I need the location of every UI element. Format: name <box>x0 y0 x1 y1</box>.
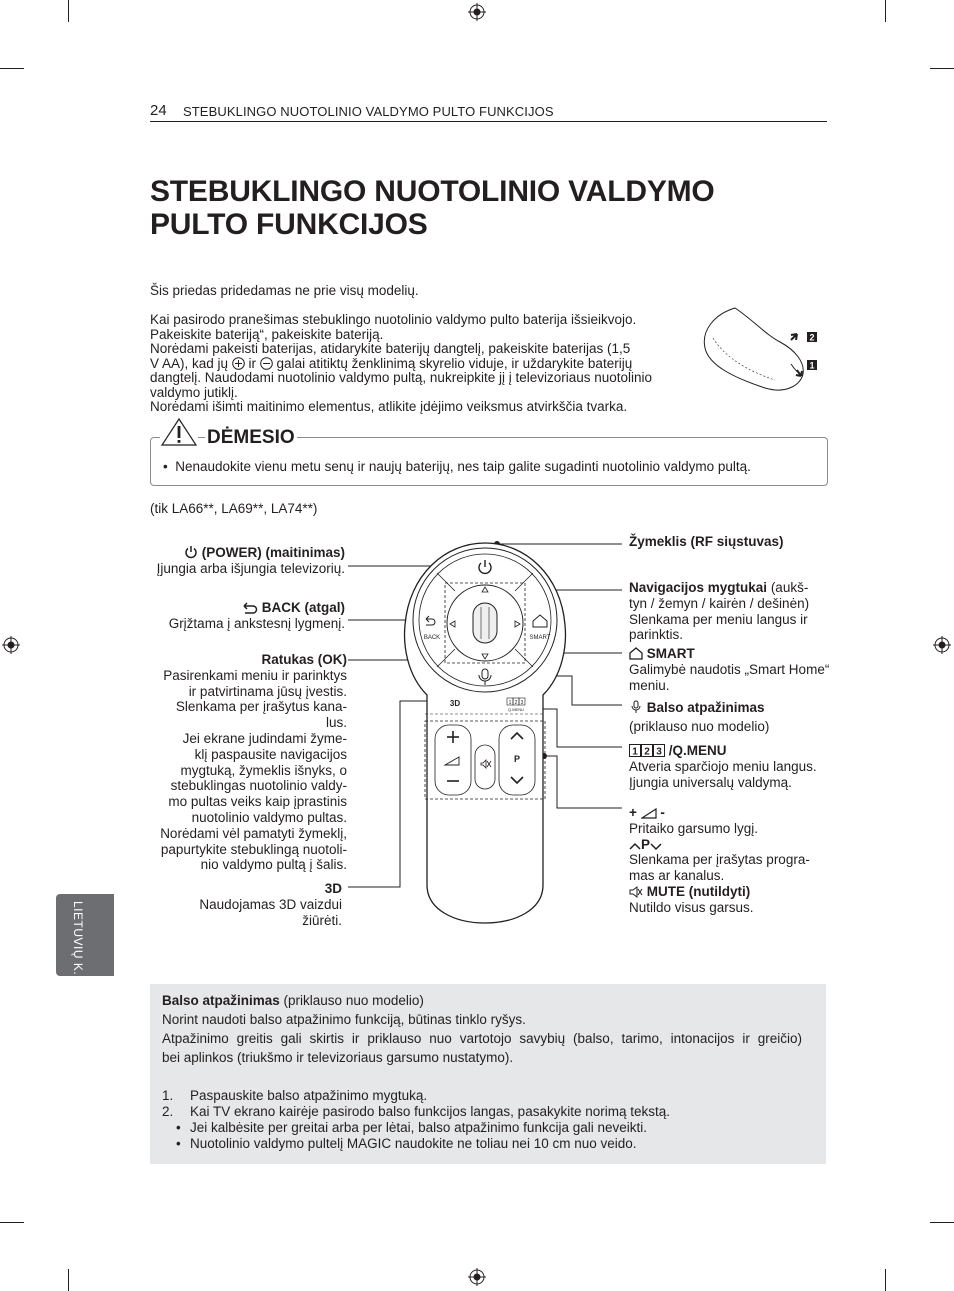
volume-title-line <box>629 805 854 821</box>
voice-box-bullet <box>176 1136 637 1151</box>
running-header: STEBUKLINGO NUOTOLINIO VALDYMO PULTO FUNKCIJOS <box>183 104 554 119</box>
voice-box-title: Balso atpažinimas <box>162 993 280 1008</box>
text-line: Slenkama per meniu langus ir <box>629 611 808 627</box>
text-line: Kai pasirodo pranešimas stebuklingo nuotolinio valdymo pulto baterija išsieikvojo. <box>150 312 637 327</box>
pointer-title: Žymeklis (RF siųstuvas) <box>629 534 784 549</box>
back-title: BACK (atgal) <box>261 600 345 615</box>
microphone-icon <box>629 700 643 714</box>
digit-3: 3 <box>520 700 524 706</box>
text-line: lus. <box>325 715 347 731</box>
program-title-line <box>629 837 854 853</box>
qmenu-title-line <box>629 743 849 759</box>
bullet: • <box>163 459 176 474</box>
remote-smart-label: SMART <box>529 635 551 641</box>
voice-description: (priklauso nuo modelio) <box>629 719 770 734</box>
volume-plus-text: + <box>629 805 637 820</box>
text-line: Įjungia universalų valdymą. <box>629 774 792 790</box>
text-line: tyn / žemyn / kairėn / dešinėn) <box>629 595 810 611</box>
text-line: Pakeiskite bateriją“, pakeiskite bateriją. <box>150 326 384 342</box>
battery-step-1-label: 1 <box>809 360 815 371</box>
digit-2: 2 <box>644 746 650 757</box>
remote-body <box>405 543 566 923</box>
remote-3d-label[interactable]: 3D <box>449 699 461 708</box>
volume-icon <box>641 808 657 819</box>
text-line: valdymo jutiklį. <box>150 384 238 400</box>
text-fragment: ir <box>244 355 260 371</box>
voice-callout <box>629 698 849 736</box>
power-icon <box>184 545 198 559</box>
mute-description: Nutildo visus garsus. <box>629 899 754 915</box>
caution-item-text: Nenaudokite vienu metu senų ir naujų baterijų, nes taip galite sugadinti nuotolinio valdymo pultą. <box>175 459 751 474</box>
step-text: Kai TV ekrano kairėje pasirodo balso funkcijos langas, pasakykite norimą tekstą. <box>190 1104 671 1119</box>
remote-back-label: BACK <box>423 635 441 641</box>
text-fragment: (aukš- <box>767 580 809 595</box>
page-title-line-2: PULTO FUNKCIJOS <box>150 208 428 241</box>
power-title: (POWER) (maitinimas) <box>201 545 345 560</box>
voice-box-line: bei aplinkos (triukšmo ir televizoriaus garsumo nustatymo). <box>162 1050 514 1065</box>
3d-title: 3D <box>324 881 342 896</box>
back-icon <box>242 602 258 614</box>
power-description: Įjungia arba išjungia televizorių. <box>156 560 345 576</box>
wheel-callout <box>140 652 347 873</box>
text-line: Galimybė naudotis „Smart Home“ <box>629 661 830 677</box>
wheel-title: Ratukas (OK) <box>261 652 347 667</box>
mute-title-line <box>629 884 854 900</box>
caution-title: DĖMESIO <box>207 427 295 448</box>
step-number: 1. <box>162 1088 174 1103</box>
program-title: P <box>641 836 651 852</box>
digit-2: 2 <box>514 700 518 706</box>
remote-qmenu-label: Q.MENU <box>508 707 524 712</box>
text-line: žiūrėti. <box>302 912 342 928</box>
intro-paragraph-1: Šis priedas pridedamas ne prie visų modelių. <box>150 283 419 298</box>
digit-1: 1 <box>632 746 638 757</box>
nav-title: Navigacijos mygtukai <box>629 580 768 595</box>
text-line: Norėdami išimti maitinimo elementus, atlikite įdėjimo veiksmus atvirkščia tvarka. <box>150 399 628 414</box>
voice-box-bullet <box>176 1120 647 1135</box>
voice-box-line: Norint naudoti balso atpažinimo funkciją, būtinas tinklo ryšys. <box>162 1012 526 1027</box>
text-line: Atveria sparčiojo meniu langus. <box>629 758 817 774</box>
mute-title: MUTE (nutildyti) <box>646 883 751 899</box>
text-line: nio valdymo pultą į šalis. <box>200 857 347 873</box>
text-line: nuotolinio valdymo pultas. <box>191 809 347 825</box>
bullet-text: Nuotolinio valdymo pultelį MAGIC naudokite ne toliau nei 10 cm nuo veido. <box>190 1136 637 1151</box>
language-tab-label: LIETUVIŲ K. <box>71 901 85 976</box>
text-line: papurtykite stebuklingą nuotoli- <box>160 841 347 857</box>
chevron-down-icon <box>650 842 662 851</box>
text-line: Slenkama per įrašytas progra- <box>629 852 810 868</box>
voice-box-line: Atpažinimo greitis gali skirtis ir priklauso nuo vartotojo savybių (balso, tarimo, intonacijos ir greičio) <box>162 1031 802 1046</box>
back-callout <box>150 600 345 632</box>
battery-step-2-label: 2 <box>809 332 815 343</box>
voice-box-title-line <box>162 993 424 1008</box>
back-description: Grįžtama į ankstesnį lygmenį. <box>168 615 345 631</box>
digit-3: 3 <box>656 746 662 757</box>
voice-title: Balso atpažinimas <box>646 700 765 715</box>
models-note: (tik LA66**, LA69**, LA74**) <box>150 501 318 516</box>
voice-box-step-2 <box>162 1104 670 1119</box>
text-fragment: galai atitiktų ženklinimą skyrelio viduje, ir uždarykite baterijų <box>272 355 633 371</box>
page-number: 24 <box>150 102 167 119</box>
text-line: Pasirenkami meniu ir parinktys <box>163 667 347 683</box>
text-line: Norėdami pakeisti baterijas, atidarykite baterijų dangtelį, pakeiskite baterijas (1,5 <box>150 341 631 356</box>
bullet: • <box>176 1136 181 1151</box>
back-callout-title <box>150 600 345 616</box>
bullet-text: Jei kalbėsite per greitai arba per lėtai, balso atpažinimo funkcija gali neveikti. <box>190 1120 647 1135</box>
smart-title: SMART <box>646 646 695 661</box>
pointer-callout <box>629 534 784 550</box>
nav-title-line <box>629 580 849 596</box>
step-number: 2. <box>162 1104 174 1119</box>
text-line: dangtelį. Naudodami nuotolinio valdymo pultą, nukreipkite jį į televizoriaus nuotolinio <box>150 370 653 385</box>
remote-prog-label: P <box>513 754 521 764</box>
text-line: parinktis. <box>629 627 684 643</box>
nav-callout <box>629 580 849 643</box>
text-line: meniu. <box>629 677 670 693</box>
volume-description: Pritaiko garsumo lygį. <box>629 820 759 836</box>
chevron-up-icon <box>629 842 641 851</box>
mute-icon <box>629 886 643 898</box>
text-line: Naudojamas 3D vaizdui <box>199 896 342 912</box>
voice-box-step-1 <box>162 1088 427 1103</box>
text-line: Slenkama per įrašytus kana- <box>175 699 347 715</box>
step-text: Paspauskite balso atpažinimo mygtuką. <box>190 1088 428 1103</box>
text-line: klį paspausite navigacijos <box>194 746 347 762</box>
smart-callout <box>629 646 854 693</box>
voice-box-title-suffix: (priklauso nuo modelio) <box>279 993 424 1008</box>
smart-title-line <box>629 646 854 662</box>
digits-123-icon <box>629 744 665 757</box>
text-line: Jei ekrane judindami žyme- <box>182 730 347 746</box>
text-line: mygtuką, žymeklis išnyks, o <box>180 762 347 778</box>
voice-title-line <box>629 698 849 717</box>
magic-remote-illustration <box>395 535 575 930</box>
3d-callout <box>150 881 342 928</box>
text-line: Norėdami vėl pamatyti žymeklį, <box>160 825 347 841</box>
bullet: • <box>176 1120 181 1135</box>
qmenu-callout <box>629 743 849 790</box>
language-tab <box>56 894 114 976</box>
qmenu-button[interactable] <box>507 698 525 712</box>
text-line: mas ar kanalus. <box>629 868 725 884</box>
text-fragment: V AA), kad jų <box>150 355 232 371</box>
text-line: ir patvirtinama jūsų įvestis. <box>188 683 347 699</box>
volume-program-mute-callout <box>629 805 854 916</box>
power-callout <box>150 545 345 577</box>
home-icon <box>629 647 643 660</box>
text-line: mo pultas veiks kaip įprastinis <box>168 794 347 810</box>
page-title-line-1: STEBUKLINGO NUOTOLINIO VALDYMO <box>150 175 715 208</box>
power-callout-title <box>150 545 345 561</box>
volume-minus-text: - <box>660 805 665 820</box>
qmenu-title: /Q.MENU <box>668 743 727 758</box>
digit-1: 1 <box>508 700 512 706</box>
text-line: stebuklingas nuotolinio valdy- <box>170 778 347 794</box>
